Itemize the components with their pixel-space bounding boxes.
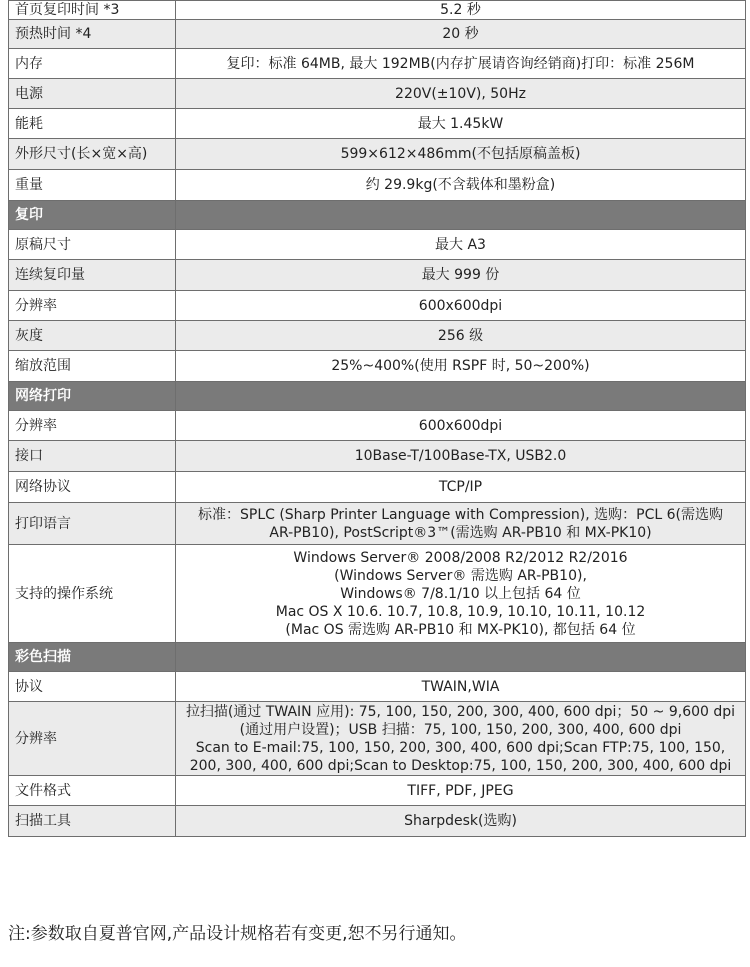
spec-value [176, 411, 746, 441]
spec-value [176, 806, 746, 837]
spec-value-line: Mac OS X 10.6. 10.7, 10.8, 10.9, 10.10, 10.11, 10.12 [275, 603, 646, 620]
table-row [9, 441, 746, 472]
spec-value-line: AR-PB10), PostScript®3™(需选购 AR-PB10 和 MX-PK10) [269, 524, 652, 541]
spec-value [176, 139, 746, 170]
spec-value-line: 拉扫描(通过 TWAIN 应用): 75, 100, 150, 200, 300, 400, 600 dpi；50 ~ 9,600 dpi [185, 703, 736, 720]
spec-value [176, 503, 746, 545]
table-row [9, 170, 746, 201]
spec-value-line: 约 29.9kg(不含载体和墨粉盒) [365, 177, 556, 193]
spec-label: 扫描工具 [9, 806, 176, 837]
table-row [9, 702, 746, 776]
table-row [9, 20, 746, 49]
spec-table [8, 0, 746, 837]
section-title: 网络打印 [9, 382, 176, 411]
spec-label: 电源 [9, 79, 176, 109]
spec-value-line: 600x600dpi [418, 297, 503, 314]
spec-value-line: 标准：SPLC (Sharp Printer Language with Compression), 选购：PCL 6(需选购 [197, 506, 723, 523]
spec-label: 重量 [9, 170, 176, 201]
spec-value-line: 5.2 秒 [440, 2, 481, 18]
spec-label: 能耗 [9, 109, 176, 139]
section-title: 复印 [9, 201, 176, 230]
section-filler [176, 201, 746, 230]
spec-label: 分辨率 [9, 291, 176, 321]
table-row [9, 776, 746, 806]
table-row [9, 806, 746, 837]
spec-label: 分辨率 [9, 702, 176, 776]
spec-value-line: TWAIN,WIA [421, 678, 500, 695]
spec-value [176, 79, 746, 109]
spec-value-line: TCP/IP [438, 479, 483, 495]
table-row [9, 291, 746, 321]
section-header [9, 201, 746, 230]
spec-label: 分辨率 [9, 411, 176, 441]
spec-label: 接口 [9, 441, 176, 472]
spec-value [176, 776, 746, 806]
spec-label: 缩放范围 [9, 351, 176, 382]
spec-value-line: 10Base-T/100Base-TX, USB2.0 [354, 448, 567, 464]
table-row [9, 1, 746, 20]
section-filler [176, 643, 746, 672]
spec-value [176, 230, 746, 260]
spec-value-line: 最大 1.45kW [417, 115, 504, 132]
table-row [9, 230, 746, 260]
table-row [9, 472, 746, 503]
spec-value-line: 20 秒 [442, 26, 479, 42]
section-header [9, 382, 746, 411]
spec-value [176, 702, 746, 776]
spec-value [176, 545, 746, 643]
spec-value-line: Scan to E-mail:75, 100, 150, 200, 300, 400, 600 dpi;Scan FTP:75, 100, 150, [195, 739, 726, 756]
spec-value [176, 170, 746, 201]
spec-value [176, 109, 746, 139]
spec-value-line: (通过用户设置)；USB 扫描：75, 100, 150, 200, 300, 400, 600 dpi [239, 721, 682, 738]
spec-value-line: 最大 999 份 [421, 267, 500, 283]
footnote: 注:参数取自夏普官网,产品设计规格若有变更,恕不另行通知。 [8, 924, 467, 944]
spec-value [176, 441, 746, 472]
spec-value-line: Windows® 7/8.1/10 以上包括 64 位 [340, 585, 581, 602]
spec-value-line: (Windows Server® 需选购 AR-PB10), [334, 567, 587, 584]
spec-label: 预热时间 *4 [9, 20, 176, 49]
spec-value [176, 291, 746, 321]
table-row [9, 139, 746, 170]
spec-value-line: 599×612×486mm(不包括原稿盖板) [340, 146, 581, 162]
section-title: 彩色扫描 [9, 643, 176, 672]
table-row [9, 109, 746, 139]
spec-value-line: Sharpdesk(选购) [404, 813, 517, 829]
table-row [9, 79, 746, 109]
spec-value [176, 20, 746, 49]
spec-value-line: 256 级 [437, 327, 484, 344]
spec-value-line: Windows Server® 2008/2008 R2/2012 R2/2016 [293, 549, 628, 566]
spec-label: 灰度 [9, 321, 176, 351]
section-filler [176, 382, 746, 411]
spec-value [176, 672, 746, 702]
table-row [9, 545, 746, 643]
spec-label: 连续复印量 [9, 260, 176, 291]
table-row [9, 411, 746, 441]
spec-label: 打印语言 [9, 503, 176, 545]
spec-value-line: 200, 300, 400, 600 dpi;Scan to Desktop:75, 100, 150, 200, 300, 400, 600 dpi [189, 757, 732, 774]
table-row [9, 503, 746, 545]
spec-value [176, 1, 746, 20]
table-row [9, 321, 746, 351]
spec-label: 网络协议 [9, 472, 176, 503]
spec-label: 首页复印时间 *3 [9, 1, 176, 20]
spec-value-line: 600x600dpi [418, 417, 503, 434]
spec-value-line: 220V(±10V), 50Hz [395, 85, 526, 102]
spec-value-line: 25%~400%(使用 RSPF 时, 50~200%) [331, 358, 590, 374]
table-row [9, 351, 746, 382]
spec-value [176, 321, 746, 351]
spec-value-line: 复印：标准 64MB, 最大 192MB(内存扩展请咨询经销商)打印：标准 256M [226, 55, 695, 72]
spec-value [176, 472, 746, 503]
spec-label: 原稿尺寸 [9, 230, 176, 260]
table-row [9, 49, 746, 79]
spec-value [176, 260, 746, 291]
spec-label: 文件格式 [9, 776, 176, 806]
spec-value-line: 最大 A3 [435, 236, 486, 253]
table-row [9, 260, 746, 291]
spec-value [176, 351, 746, 382]
spec-label: 内存 [9, 49, 176, 79]
spec-value-line: (Mac OS 需选购 AR-PB10 和 MX-PK10), 都包括 64 位 [285, 621, 636, 638]
spec-value-line: TIFF, PDF, JPEG [407, 782, 514, 799]
spec-label: 外形尺寸(长×宽×高) [9, 139, 176, 170]
section-header [9, 643, 746, 672]
spec-label: 支持的操作系统 [9, 545, 176, 643]
spec-label: 协议 [9, 672, 176, 702]
spec-value [176, 49, 746, 79]
table-row [9, 672, 746, 702]
